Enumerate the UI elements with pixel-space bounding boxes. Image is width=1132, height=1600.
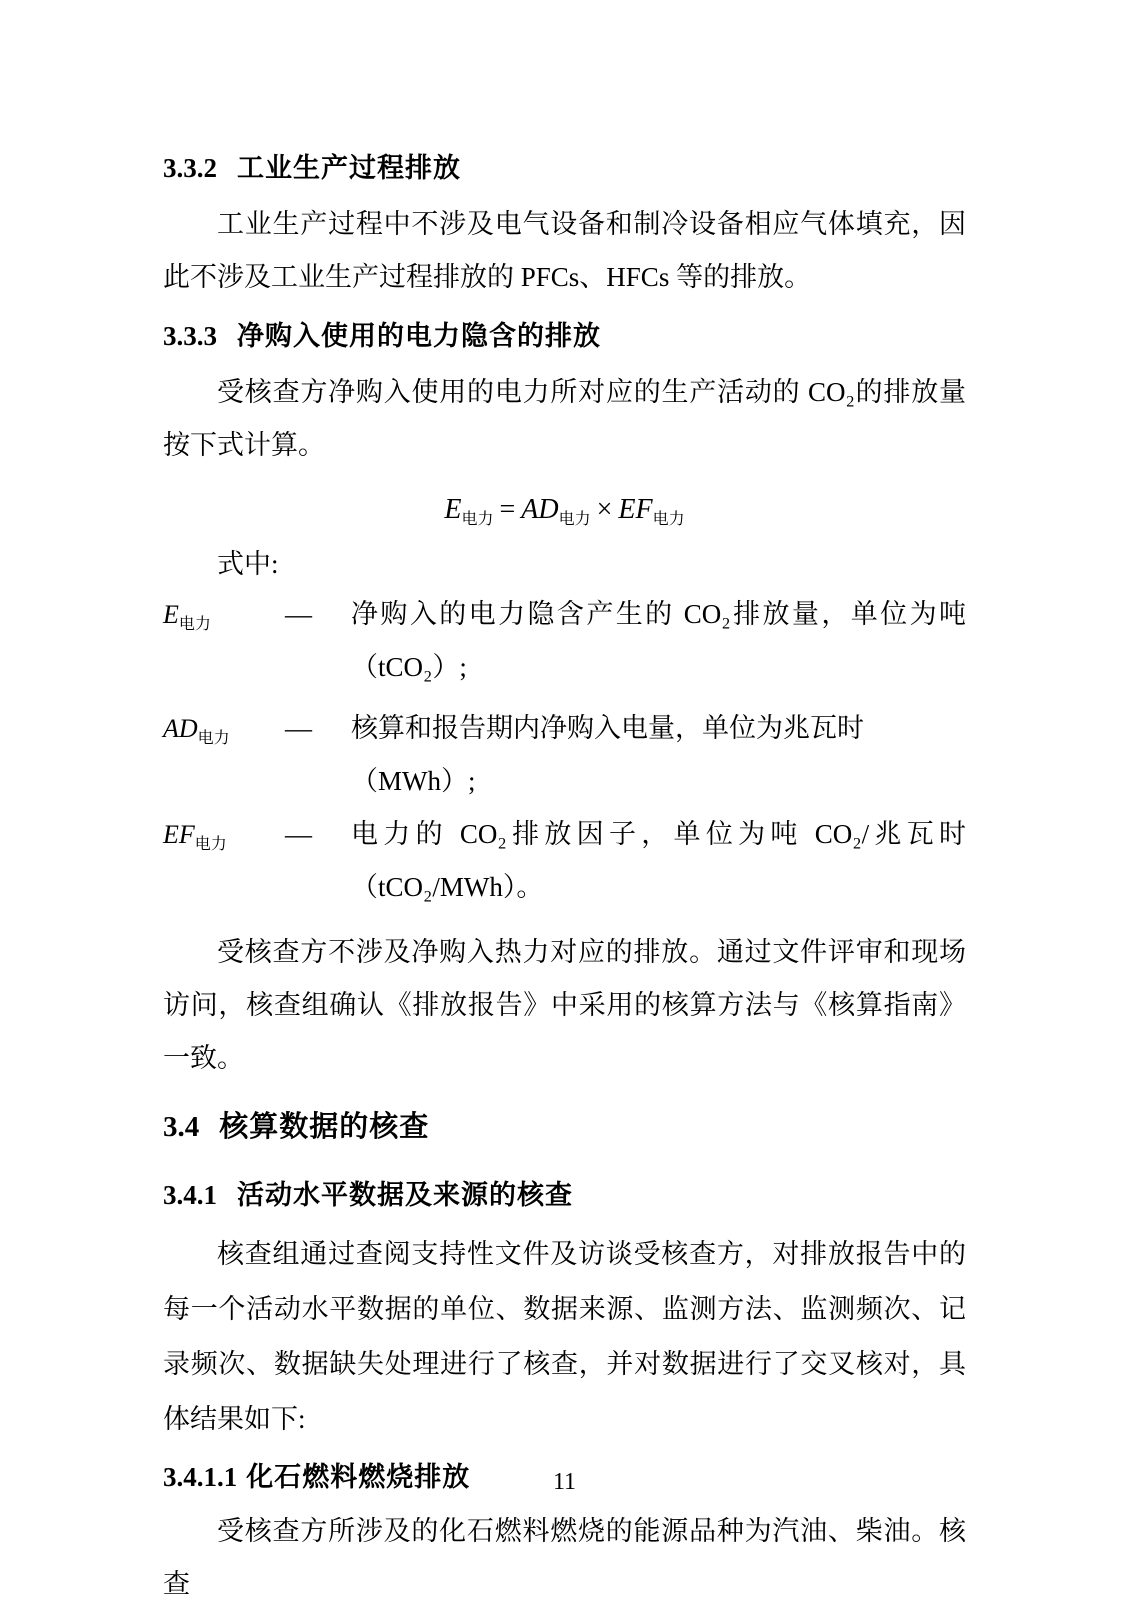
variable-symbol-AD: $AD_{电力}$	[163, 714, 230, 747]
variable-description: 核算和报告期内净购入电量，单位为兆瓦时（MWh）;	[351, 713, 864, 796]
dash-separator: —	[285, 819, 312, 849]
where-label: 式中:	[217, 549, 279, 579]
paragraph-activity-data: 核查组通过查阅支持性文件及访谈受核查方，对排放报告中的每一个活动水平数据的单位、数据来源、监测方法、监测频次、记录频次、数据缺失处理进行了核查，并对数据进行了交叉核对，具体结果如下:	[163, 1239, 966, 1434]
heading-number: 3.4.1	[163, 1180, 217, 1210]
paragraph-electricity-intro: 受核查方净购入使用的电力所对应的生产活动的 CO₂的排放量按下式计算。	[163, 377, 966, 460]
variable-description: 净购入的电力隐含产生的 CO₂排放量，单位为吨 （tCO₂）;	[351, 599, 966, 682]
dash-separator: —	[285, 713, 312, 743]
heading-number: 3.3.3	[163, 321, 217, 351]
dash-separator: —	[285, 599, 312, 629]
heading-title: 化石燃料燃烧排放	[246, 1462, 471, 1492]
heading-number: 3.4.1.1	[163, 1462, 238, 1492]
heading-number: 3.3.2	[163, 153, 217, 183]
multiply-sign: ×	[596, 494, 613, 525]
definition-row-E	[163, 588, 966, 694]
equals-sign: =	[499, 494, 516, 525]
definition-row-EF	[163, 808, 966, 914]
heading-title: 净购入使用的电力隐含的排放	[237, 321, 601, 351]
formula-term-AD: $AD_{电力}$	[521, 494, 591, 528]
paragraph-industrial-process: 工业生产过程中不涉及电气设备和制冷设备相应气体填充，因此不涉及工业生产过程排放的 PFCs、HFCs 等的排放。	[163, 209, 966, 292]
paragraph-fossil-fuel: 受核查方所涉及的化石燃料燃烧的能源品种为汽油、柴油。核查	[163, 1516, 966, 1599]
document-body	[163, 150, 966, 1600]
formula-term-EF: $EF_{电力}$	[618, 494, 685, 528]
heading-3-4	[163, 1107, 966, 1147]
variable-symbol-E: $E_{电力}$	[163, 600, 211, 633]
emission-formula	[163, 486, 966, 534]
heading-title: 活动水平数据及来源的核查	[237, 1180, 573, 1210]
variable-definitions	[163, 588, 966, 914]
heading-title: 工业生产过程排放	[237, 153, 461, 183]
heading-3-4-1	[163, 1177, 966, 1213]
page-number: 11	[552, 1469, 577, 1495]
variable-symbol-EF: $EF_{电力}$	[163, 820, 227, 853]
heading-3-3-2	[163, 150, 966, 186]
heading-3-3-3	[163, 318, 966, 354]
definition-row-AD	[163, 702, 966, 808]
paragraph-heat-not-involved: 受核查方不涉及净购入热力对应的排放。通过文件评审和现场访问，核查组确认《排放报告》中采用的核算方法与《核算指南》一致。	[163, 937, 966, 1073]
formula-term-E: $E_{电力}$	[444, 494, 494, 528]
heading-title: 核算数据的核查	[219, 1111, 430, 1143]
variable-description: 电力的 CO₂排放因子，单位为吨 CO₂/兆瓦时 （tCO₂/MWh）。	[351, 819, 966, 902]
heading-number: 3.4	[163, 1111, 200, 1143]
